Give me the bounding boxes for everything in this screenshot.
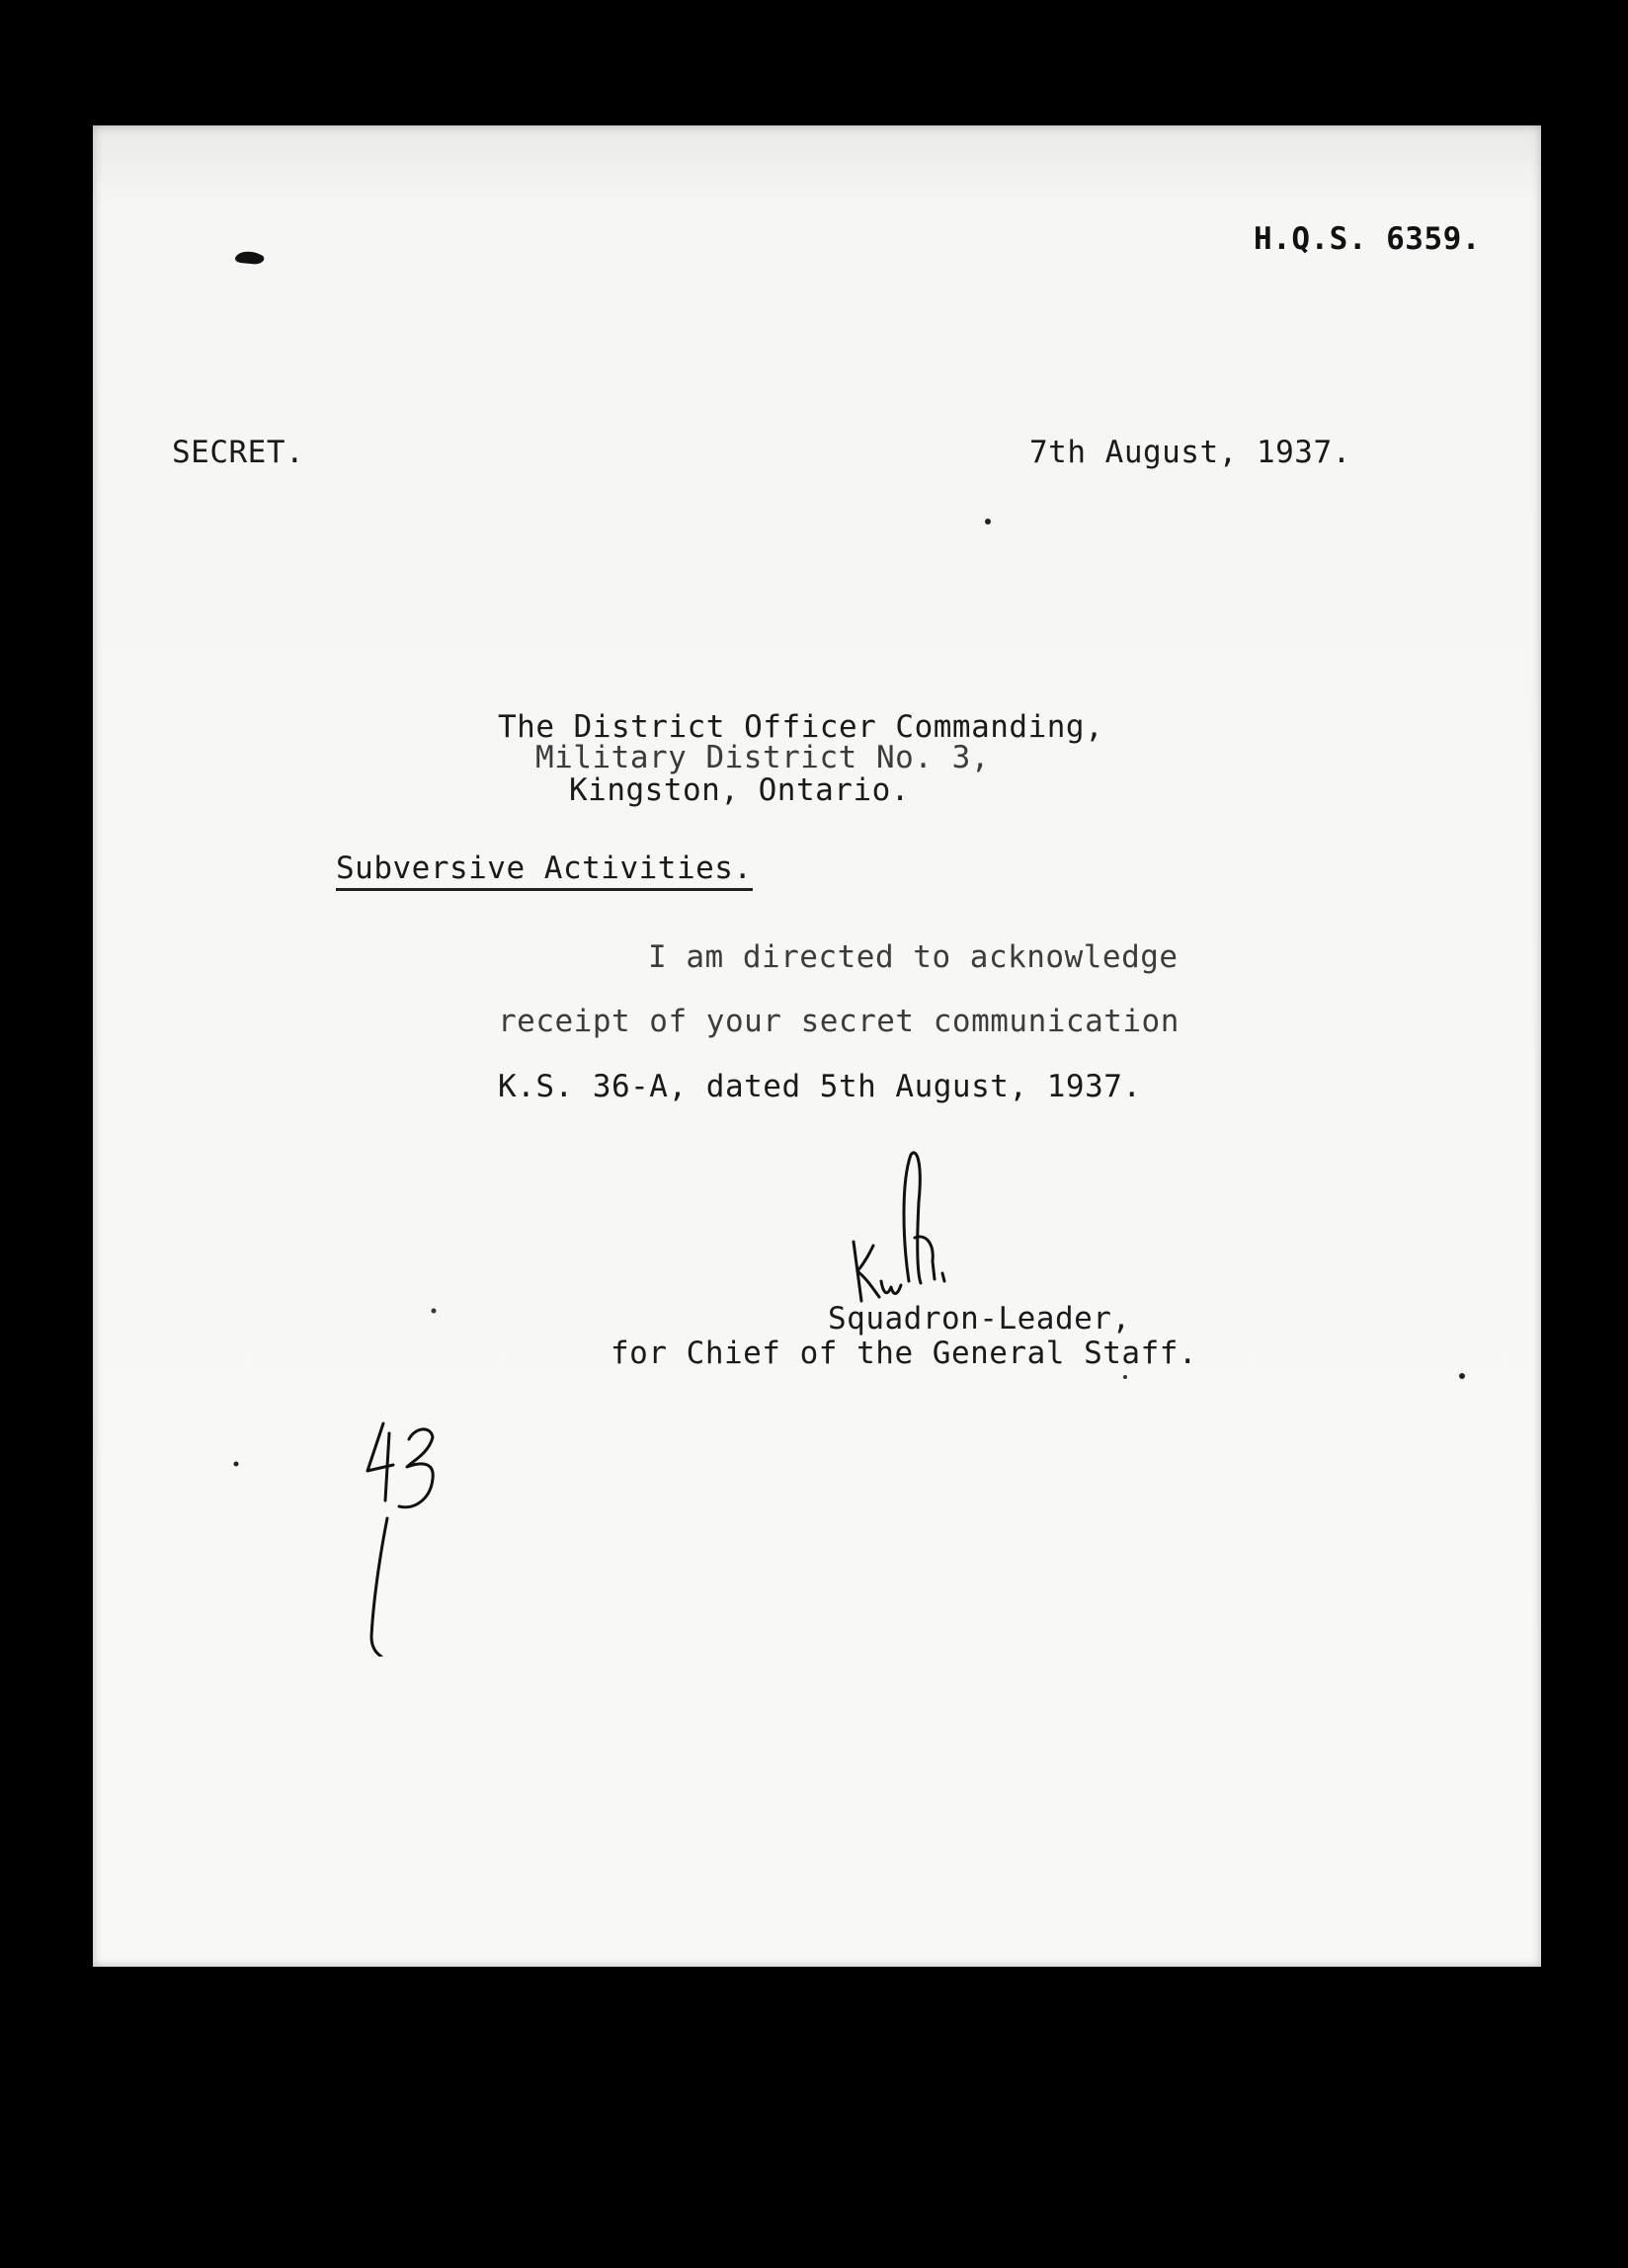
letter-date: 7th August, 1937. bbox=[1029, 435, 1351, 470]
handwritten-signature bbox=[844, 1143, 972, 1321]
subject-line: Subversive Activities. bbox=[336, 850, 753, 891]
scan-speck bbox=[429, 1306, 439, 1316]
addressee-line-3: Kingston, Ontario. bbox=[569, 772, 910, 808]
body-line-3: K.S. 36-A, dated 5th August, 1937. bbox=[498, 1069, 1142, 1104]
body-line-1: I am directed to acknowledge bbox=[648, 939, 1179, 975]
scan-speck bbox=[1120, 1372, 1130, 1382]
file-reference: H.Q.S. 6359. bbox=[1254, 221, 1481, 257]
ink-smudge bbox=[231, 244, 271, 274]
signatory-rank: Squadron-Leader, bbox=[828, 1301, 1131, 1336]
classification-label: SECRET. bbox=[172, 435, 305, 470]
letter-page bbox=[93, 125, 1541, 1967]
scan-speck bbox=[231, 1459, 241, 1469]
scan-speck bbox=[1456, 1370, 1468, 1382]
scan-speck bbox=[982, 516, 994, 527]
addressee-line-2: Military District No. 3, bbox=[535, 740, 990, 775]
signatory-for-line: for Chief of the General Staff. bbox=[610, 1336, 1198, 1371]
addressee-line-1: The District Officer Commanding, bbox=[498, 709, 1104, 745]
body-line-2: receipt of your secret communication bbox=[498, 1004, 1180, 1039]
handwritten-annotation bbox=[360, 1410, 468, 1657]
